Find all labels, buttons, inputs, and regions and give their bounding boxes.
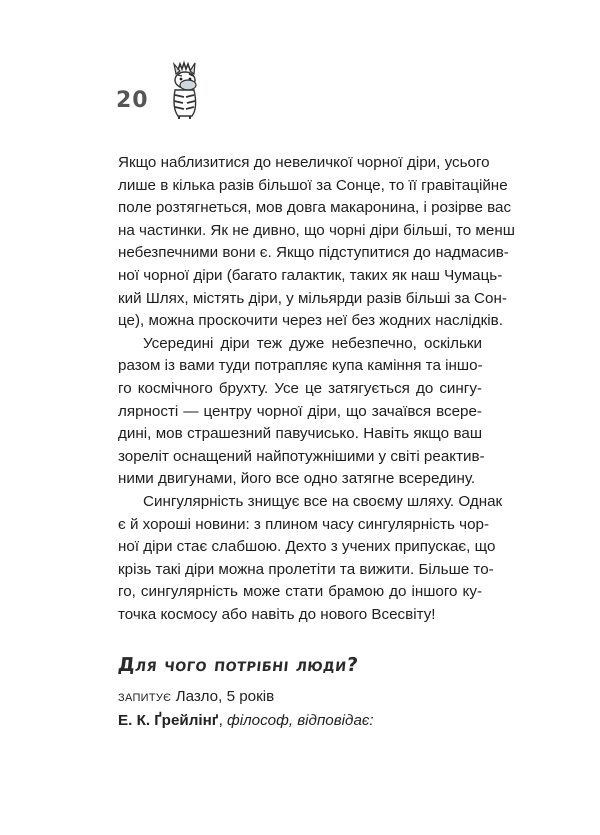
page-number: 20	[116, 88, 149, 113]
text-line: точка космосу або навіть до нового Всесвіту!	[118, 605, 436, 623]
text-line: крізь такі діри можна пролетіти та вижити. Більше то-	[118, 560, 494, 578]
text-line: ними двигунами, його все одно затягне всередину.	[118, 470, 476, 488]
answerer-role: філософ, відповідає:	[227, 712, 374, 729]
answerer-separator: ,	[218, 712, 228, 729]
text-line: лише в кілька разів більшої за Сонце, то її гравітаційне	[118, 176, 508, 194]
article-body	[118, 152, 515, 626]
text-line: го, сингулярність може стати брамою до іншого ку-	[118, 583, 482, 601]
text-line: небезпечними вони є. Якщо підступитися до надмасив-	[118, 244, 509, 262]
paragraph-3	[118, 491, 503, 627]
text-line: ної діри стає слабшою. Дехто з учених припускає, що	[118, 538, 496, 556]
text-line: дині, мов страшезний павучисько. Навіть якщо ваш	[118, 425, 482, 443]
text-line: це), можна проскочити через неї без жодних наслідків.	[118, 312, 503, 330]
text-line: Якщо наблизитися до невеличкої чорної діри, усього	[118, 154, 490, 171]
asker-line	[118, 688, 274, 705]
text-line: Усередині діри теж дуже небезпечно, оскільки	[143, 334, 482, 352]
answerer-name: Е. К. Ґрейлінґ	[118, 712, 219, 729]
answerer-line	[118, 712, 374, 729]
text-line: поле розтягнеться, мов довга макаронина, і розірве вас	[118, 199, 512, 217]
asker-name: Лазло, 5 років	[171, 688, 275, 705]
paragraph-2	[118, 333, 485, 491]
zebra-icon	[160, 60, 208, 120]
text-line: го космічного брухту. Усе це затягується до сингу-	[118, 379, 482, 397]
text-line: на частинки. Як не дивно, що чорні діри більші, то менш	[118, 221, 515, 239]
text-line: Сингулярність знищує все на своєму шляху. Однак	[143, 492, 503, 510]
text-line: лярності — центру чорної діри, що зачаївся всере-	[118, 402, 482, 420]
text-line: ної чорної діри (багато галактик, таких як наш Чумаць-	[118, 266, 503, 284]
asker-label: ЗАПИТУЄ	[118, 692, 172, 704]
text-line: кий Шлях, містять діри, у мільярди разів більші за Сон-	[118, 289, 507, 307]
text-line: є й хороші новини: з плином часу сингулярність чор-	[118, 515, 490, 533]
text-line: разом із вами туди потрапляє купа каміння та іншо-	[118, 357, 483, 375]
paragraph-1	[118, 152, 515, 333]
text-line: зореліт оснащений найпотужнішими у світі реактив-	[118, 447, 485, 465]
section-heading: Для чого потрібні люди?	[116, 654, 360, 676]
